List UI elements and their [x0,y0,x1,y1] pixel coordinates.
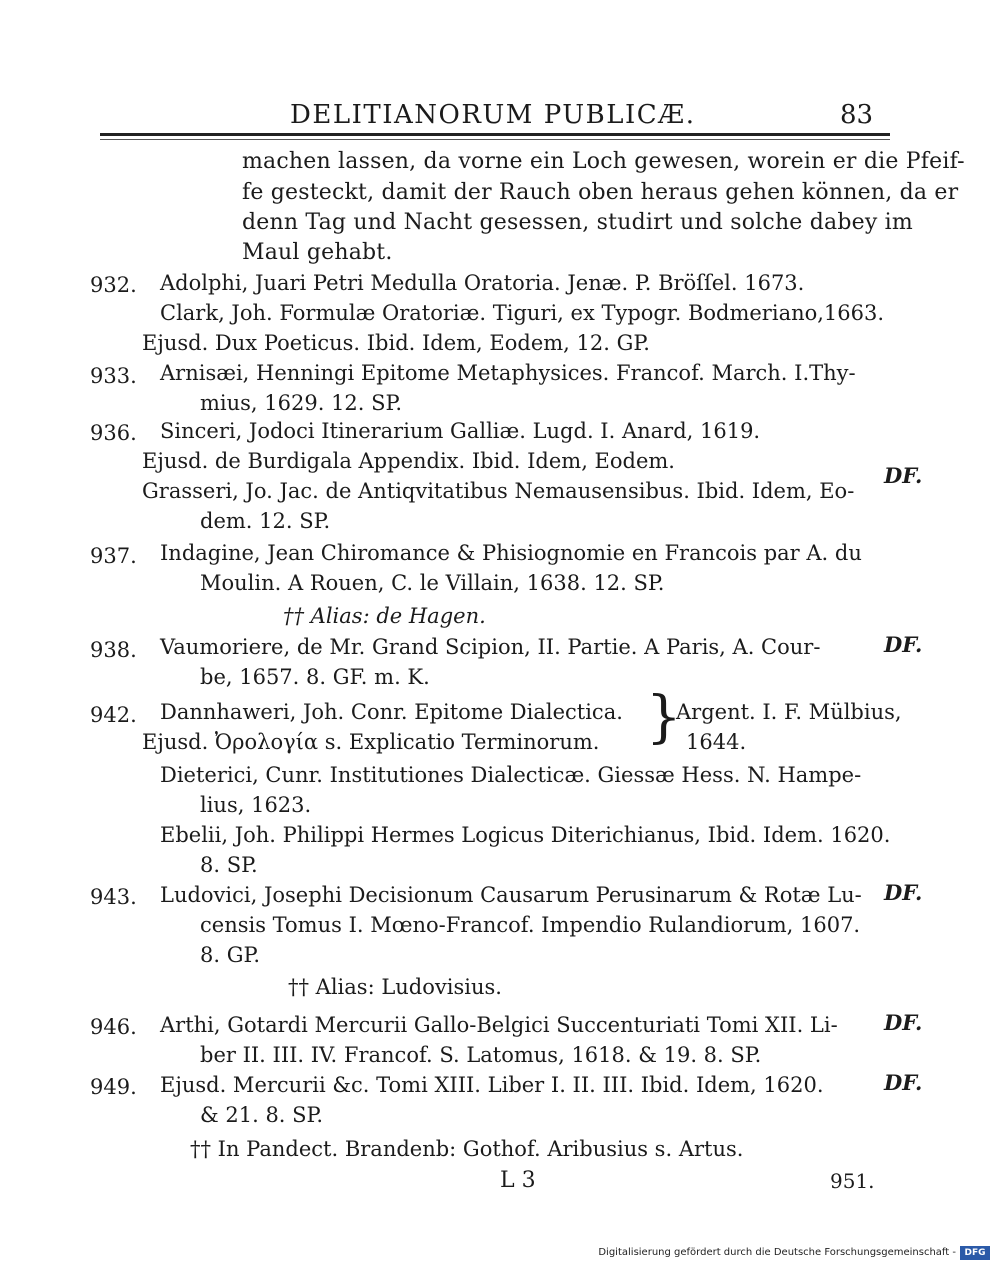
entry-number: 933. [90,364,137,388]
entry-line: ber II. III. IV. Francof. S. Latomus, 1618. & 19. 8. SP. [200,1043,762,1067]
entry-number: 932. [90,273,137,297]
entry-line: censis Tomus I. Mœno-Francof. Impendio Rulandiorum, 1607. [200,913,861,937]
entry-number: 936. [90,421,137,445]
entry-line: Arnisæi, Henningi Epitome Metaphysices. Francof. March. I.Thy- [160,361,856,385]
df-marker: DF. [884,1070,923,1095]
entry-line: & 21. 8. SP. [200,1103,324,1127]
entry-line: Ebelii, Joh. Philippi Hermes Logicus Diterichianus, Ibid. Idem. 1620. [160,823,891,847]
entry-line: Ejusd. de Burdigala Appendix. Ibid. Idem, Eodem. [142,449,675,473]
entry-number: 937. [90,544,137,568]
running-title: DELITIANORUM PUBLICÆ. [290,100,696,130]
entry-line: Ludovici, Josephi Decisionum Causarum Perusinarum & Rotæ Lu- [160,883,862,907]
note-line: †† In Pandect. Brandenb: Gothof. Aribusius s. Artus. [190,1137,744,1161]
df-marker: DF. [884,880,923,905]
bracket: } [646,685,682,750]
entry-line: Grasseri, Jo. Jac. de Antiqvitatibus Nemausensibus. Ibid. Idem, Eo- [142,479,855,503]
df-marker: DF. [884,632,923,657]
alias-line: †† Alias: de Hagen. [283,604,486,628]
text-line: machen lassen, da vorne ein Loch gewesen, worein er die Pfeif- [242,149,965,174]
entry-line: Dannhaweri, Joh. Conr. Epitome Dialectica. [160,700,623,724]
entry-line: dem. 12. SP. [200,509,331,533]
alias-line: †† Alias: Ludovisius. [288,975,502,999]
entry-line: Sinceri, Jodoci Itinerarium Galliæ. Lugd. I. Anard, 1619. [160,419,761,443]
entry-line: Ejusd. Ὀρολογία s. Explicatio Terminorum. [142,730,600,754]
text-line: denn Tag und Nacht gesessen, studirt und solche dabey im [242,210,913,235]
entry-line: 8. SP. [200,853,258,877]
entry-line: Moulin. A Rouen, C. le Villain, 1638. 12. SP. [200,571,665,595]
entry-line: Adolphi, Juari Petri Medulla Oratoria. Jenæ. P. Bröſſel. 1673. [160,271,805,295]
signature-mark: L 3 [500,1168,536,1193]
page-number: 83 [840,100,874,130]
entry-number: 938. [90,638,137,662]
entry-line: lius, 1623. [200,793,312,817]
entry-number: 949. [90,1075,137,1099]
footer-bar [0,1240,1000,1268]
df-marker: DF. [884,463,923,488]
footer-credit: Digitalisierung gefördert durch die Deutsche Forschungsgemeinschaft - [598,1247,956,1258]
entry-line: Indagine, Jean Chiromance & Phisiognomie en Francois par A. du [160,541,862,565]
catchword: 951. [830,1169,875,1193]
entry-number: 943. [90,885,137,909]
text-line: Maul gehabt. [242,240,393,265]
entry-line: Argent. I. F. Mülbius, [676,700,902,724]
entry-line: 1644. [686,730,747,754]
text-line: fe gesteckt, damit der Rauch oben heraus gehen können, da er [242,180,959,205]
header-rule [100,133,890,136]
header-rule-thin [100,139,890,140]
dfg-logo-icon: DFG [960,1246,990,1260]
entry-line: be, 1657. 8. GF. m. K. [200,665,430,689]
df-marker: DF. [884,1010,923,1035]
entry-line: 8. GP. [200,943,261,967]
entry-line: Ejusd. Dux Poeticus. Ibid. Idem, Eodem, 12. GP. [142,331,650,355]
entry-line: Ejusd. Mercurii &c. Tomi XIII. Liber I. II. III. Ibid. Idem, 1620. [160,1073,824,1097]
entry-number: 946. [90,1015,137,1039]
entry-line: Dieterici, Cunr. Institutiones Dialecticæ. Giessæ Hess. N. Hampe- [160,763,862,787]
entry-line: Clark, Joh. Formulæ Oratoriæ. Tiguri, ex Typogr. Bodmeriano,1663. [160,301,885,325]
entry-number: 942. [90,703,137,727]
entry-line: Vaumoriere, de Mr. Grand Scipion, II. Partie. A Paris, A. Cour- [160,635,821,659]
entry-line: mius, 1629. 12. SP. [200,391,403,415]
entry-line: Arthi, Gotardi Mercurii Gallo-Belgici Succenturiati Tomi XII. Li- [160,1013,838,1037]
